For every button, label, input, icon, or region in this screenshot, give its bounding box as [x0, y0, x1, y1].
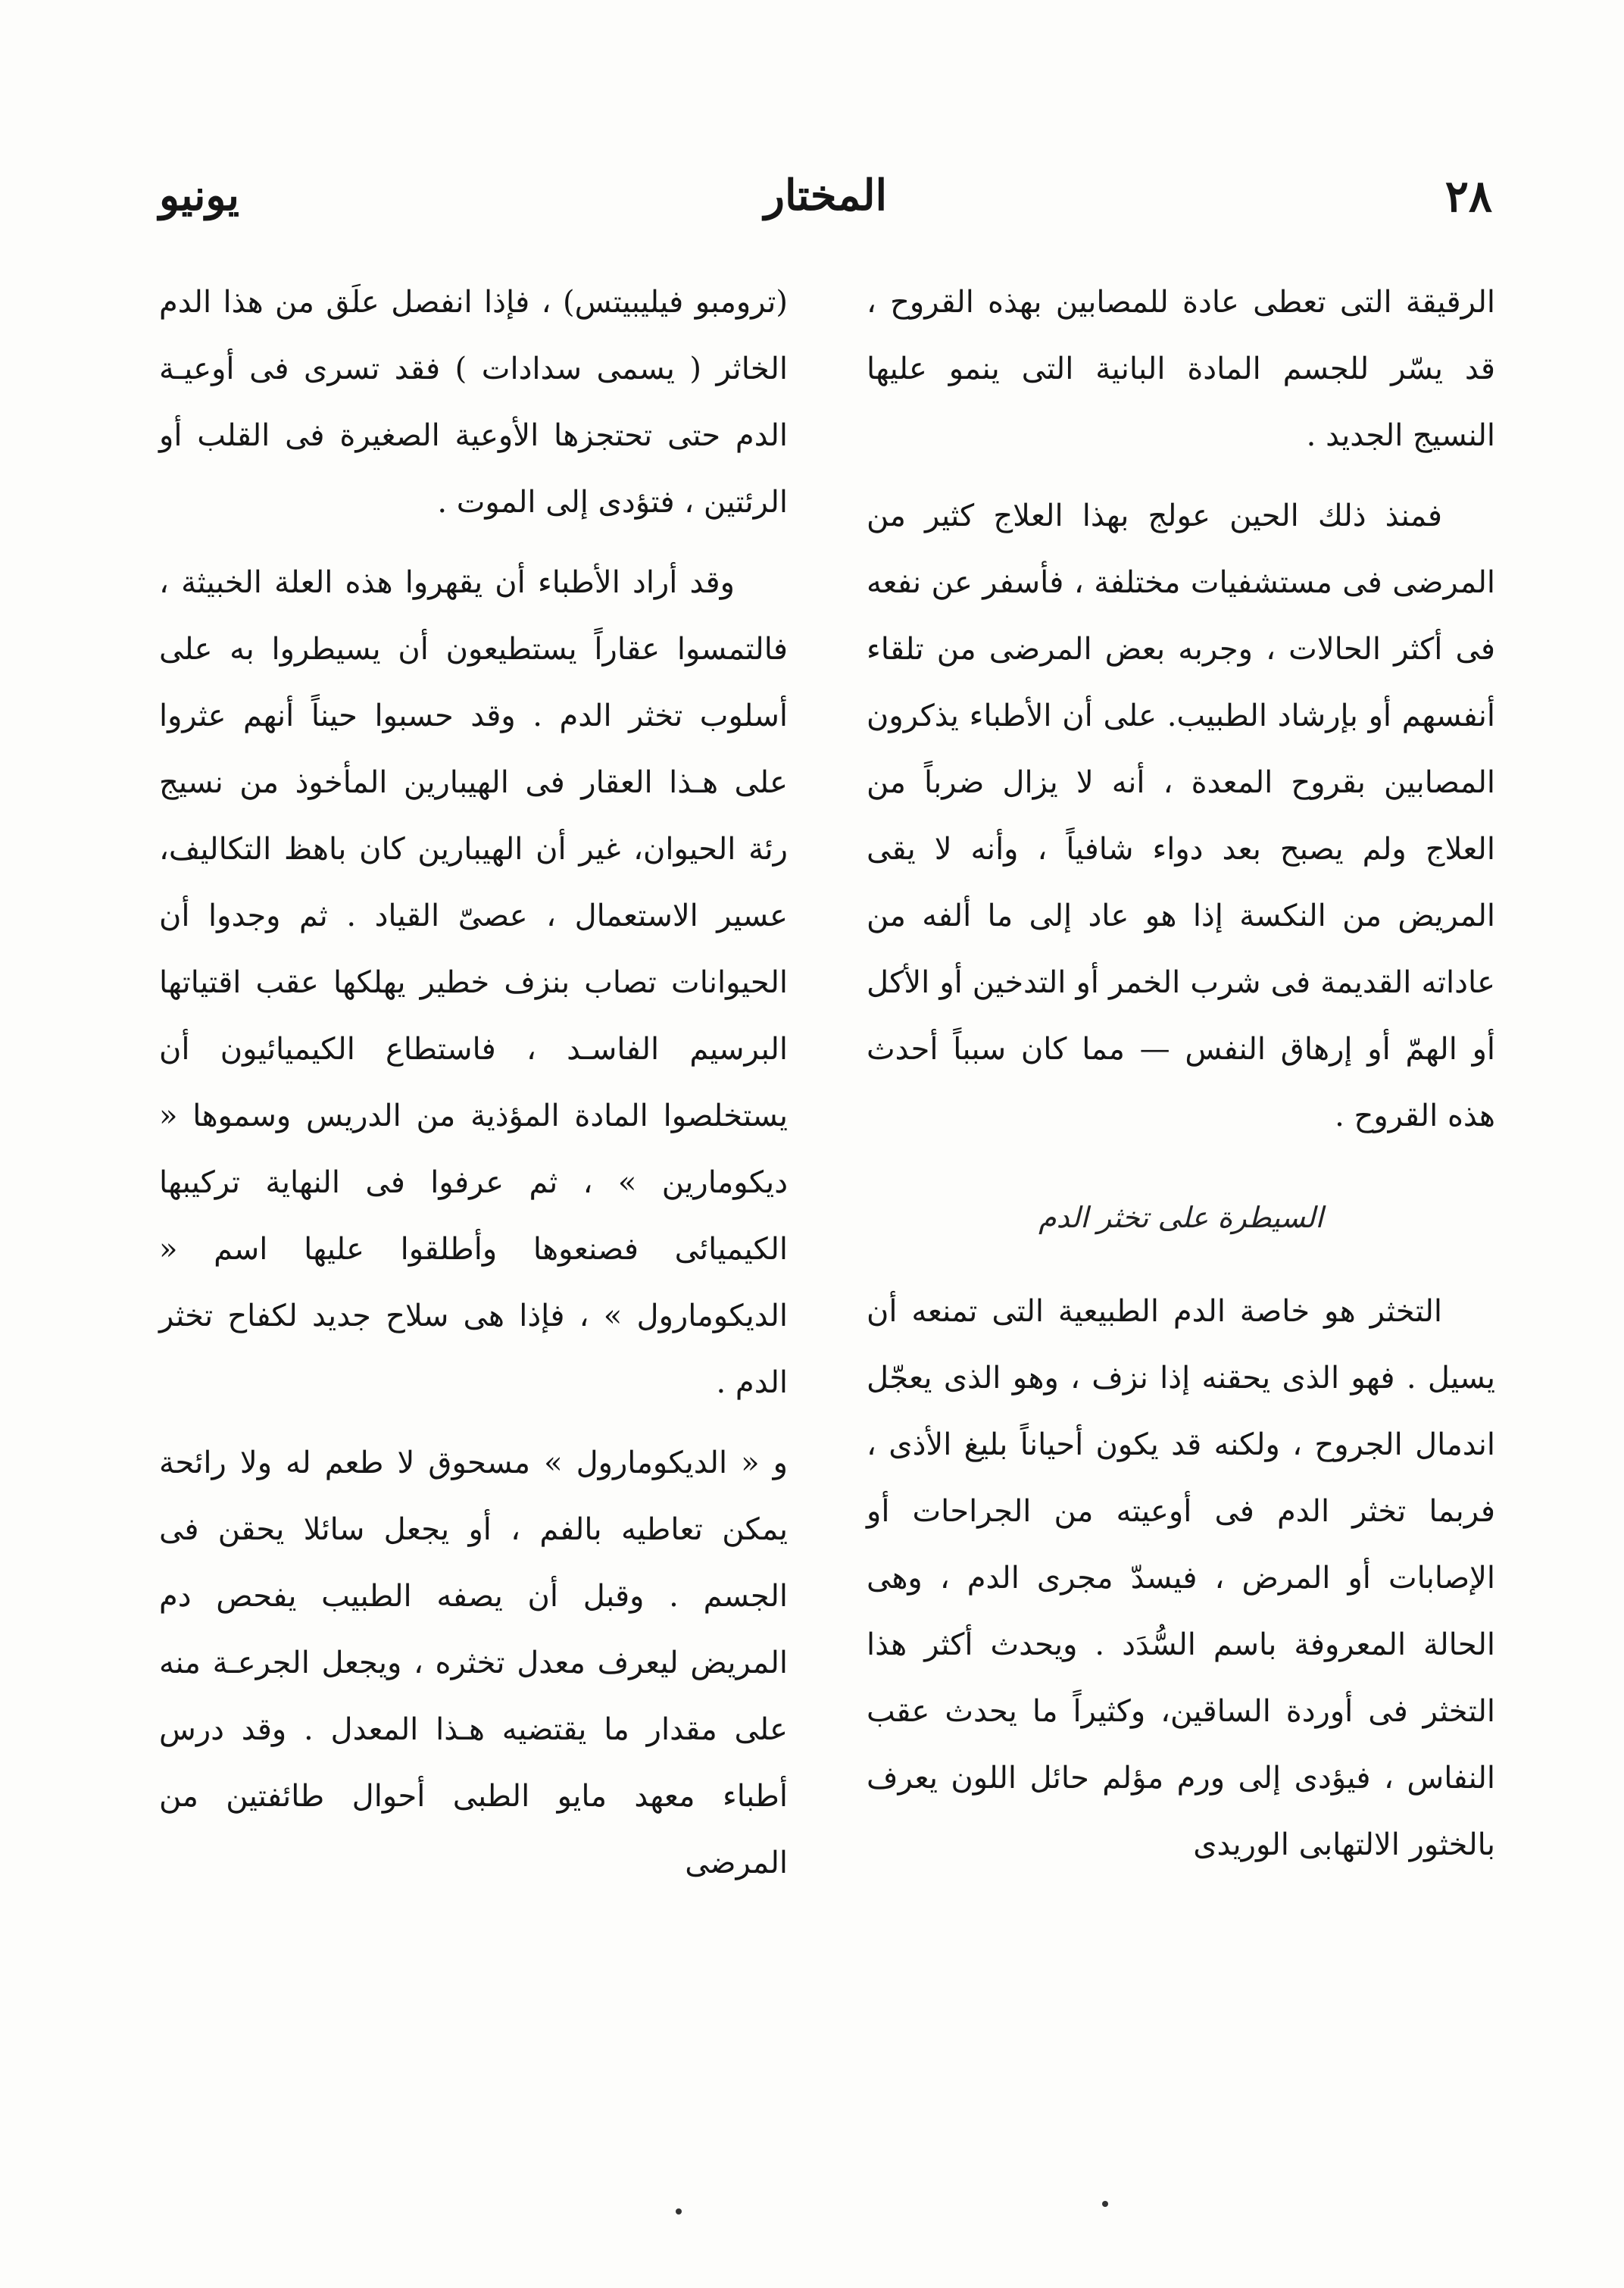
section-heading: السيطرة على تخثر الدم [1038, 1201, 1323, 1234]
page-number: ٢٨ [1444, 170, 1492, 222]
paragraph: الرقيقة التى تعطى عادة للمصابين بهذه القروح ، قد يسّر للجسم المادة البانية التى ينمو عليها النسيج الجديد . [867, 285, 1495, 453]
running-header [159, 170, 1492, 231]
paragraph: وقد أراد الأطباء أن يقهروا هذه العلة الخبيثة ، فالتمسوا عقاراً يستطيعون أن يسيطروا به على أسلوب تخثر الدم . وقد حسبوا حيناً أنهم عثروا على هـذا العقار فى الهيبارين المأخوذ من نسيج رئة الحيوان، غير أن الهيبارين كان باهظ التكاليف، عسير الاستعمال ، عصىّ القياد . ثم وجدوا أن الحيوانات تصاب بنزف خطير يهلكها عقب اقتياتها البرسيم الفاسـد ، فاستطاع الكيميائيون أن يستخلصوا المادة المؤذية من الدريس وسموها « ديكومارين » ، ثم عرفوا فى النهاية تركيبها الكيميائى فصنعوها وأطلقوا عليها اسم « الديكومارول » ، فإذا هى سلاح جديد لكفاح تخثر الدم . [159, 565, 788, 1400]
paragraph: فمنذ ذلك الحين عولج بهذا العلاج كثير من المرضى فى مستشفيات مختلفة ، فأسفر عن نفعه فى أكثر الحالات ، وجربه بعض المرضى من تلقاء أنفسهم أو بإرشاد الطبيب. على أن الأطباء يذكرون المصابين بقروح المعدة ، أنه لا يزال ضرباً من العلاج ولم يصبح بعد دواء شافياً ، وأنه لا يقى المريض من النكسة إذا هو عاد إلى ما ألفه من عاداته القديمة فى شرب الخمر أو التدخين أو الأكل أو الهمّ أو إرهاق النفس — مما كان سبباً أحدث هذه القروح . [867, 499, 1495, 1133]
paragraph: التخثر هو خاصة الدم الطبيعية التى تمنعه أن يسيل . فهو الذى يحقنه إذا نزف ، وهو الذى يعجّل اندمال الجروح ، ولكنه قد يكون أحياناً بليغ الأذى ، فربما تخثر الدم فى أوعيته من الجراحات أو الإصابات أو المرض ، فيسدّ مجرى الدم ، وهى الحالة المعروفة باسم السُّدَد . ويحدث أكثر هذا التخثر فى أوردة الساقين، وكثيراً ما يحدث عقب النفاس ، فيؤدى إلى ورم مؤلم حائل اللون يعرف بالخثور الالتهابى الوريدى [867, 1294, 1495, 1862]
right-column [867, 269, 1495, 1878]
paragraph: و « الديكومارول » مسحوق لا طعم له ولا رائحة يمكن تعاطيه بالفم ، أو يجعل سائلا يحقن فى الجسم . وقبل أن يصفه الطبيب يفحص دم المريض ليعرف معدل تخثره ، ويجعل الجرعـة منه على مقدار ما يقتضيه هـذا المعدل . وقد درس أطباء معهد مايو الطبى أحوال طائفتين من المرضى [159, 1446, 788, 1880]
ink-speck [1102, 2201, 1108, 2207]
ink-speck [676, 2208, 682, 2215]
magazine-title: المختار [764, 170, 888, 220]
paragraph: (ترومبو فيليبيتس) ، فإذا انفصل علَق من هذا الدم الخاثر ( يسمى سدادات ) فقد تسرى فى أوعيـة الدم حتى تحتجزها الأوعية الصغيرة فى القلب أو الرئتين ، فتؤدى إلى الموت . [159, 285, 788, 520]
issue-month: يونيو [159, 170, 239, 220]
left-column [159, 269, 788, 1896]
